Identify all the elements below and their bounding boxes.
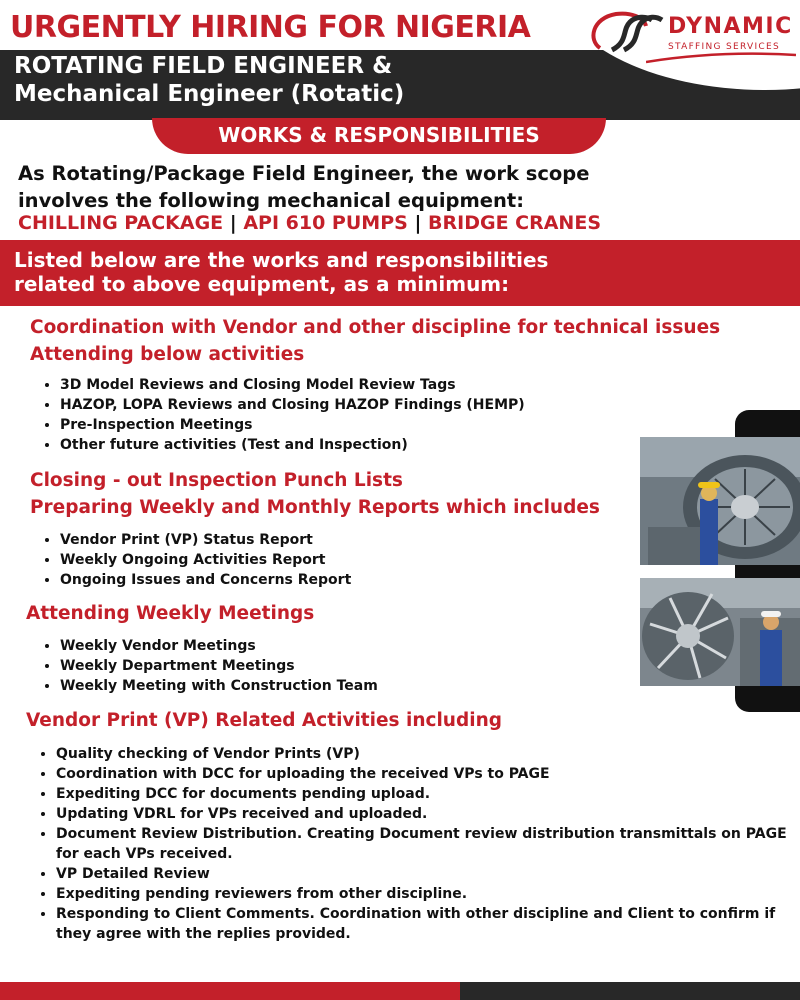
intro-line2: involves the following mechanical equipment: [18,189,525,212]
meetings-list [42,636,378,696]
coordination-heading [30,314,720,368]
footer-band-dark [460,982,800,1000]
coordination-list [42,375,525,455]
equipment-item: API 610 PUMPS [243,212,408,234]
listed-banner-line2: related to above equipment, as a minimum: [14,272,510,296]
section-label-text: WORKS & RESPONSIBILITIES [218,123,540,147]
turbine-engineer-photo [640,437,800,565]
list-item: • Vendor Print (VP) Status Report [60,530,351,550]
hiring-headline: URGENTLY HIRING FOR NIGERIA [10,10,531,45]
list-item: • Expediting pending reviewers from other discipline. [56,884,800,904]
list-item: • Weekly Department Meetings [60,656,378,676]
equipment-list [18,212,601,234]
list-item: • HAZOP, LOPA Reviews and Closing HAZOP Findings (HEMP) [60,395,525,415]
listed-banner-line1: Listed below are the works and responsibilities [14,248,549,272]
list-item: • Quality checking of Vendor Prints (VP) [56,744,800,764]
vendor-print-heading: Vendor Print (VP) Related Activities including [26,710,502,731]
section-label [152,118,606,154]
coordination-heading-line1: Coordination with Vendor and other discipline for technical issues [30,317,721,338]
footer-band-red [0,982,460,1000]
list-item: • Weekly Vendor Meetings [60,636,378,656]
list-item: • Other future activities (Test and Inspection) [60,435,525,455]
list-item: • Ongoing Issues and Concerns Report [60,570,351,590]
logo-swoosh-icon [646,52,796,64]
list-item: • Document Review Distribution. Creating Document review distribution transmittals on PAGE for each VPs received. [56,824,800,864]
equipment-item: CHILLING PACKAGE [18,212,224,234]
closing-heading-line1: Closing - out Inspection Punch Lists [30,470,403,491]
listed-banner [0,240,800,306]
logo-name: DYNAMIC [668,14,793,39]
list-item: • Weekly Meeting with Construction Team [60,676,378,696]
coordination-heading-line2: Attending below activities [30,344,305,365]
equipment-separator: | [229,212,237,234]
job-title-line1: ROTATING FIELD ENGINEER & [14,53,393,79]
logo-mark-icon [586,8,664,54]
list-item: • VP Detailed Review [56,864,800,884]
dynamic-logo [586,8,796,64]
list-item: • Coordination with DCC for uploading the received VPs to PAGE [56,764,800,784]
closing-heading [30,467,600,521]
logo-subtitle: STAFFING SERVICES [668,42,780,52]
meetings-heading: Attending Weekly Meetings [26,603,315,624]
intro-text [18,160,589,214]
job-title-line2: Mechanical Engineer (Rotatic) [14,81,405,107]
vendor-print-list [38,744,800,944]
job-title [14,52,404,108]
equipment-separator: | [414,212,422,234]
list-item: • Weekly Ongoing Activities Report [60,550,351,570]
reports-list [42,530,351,590]
intro-line1: As Rotating/Package Field Engineer, the work scope [18,162,590,185]
compressor-technician-photo [640,578,800,686]
list-item: • Responding to Client Comments. Coordination with other discipline and Client to confirm if they agree with the replies provided. [56,904,800,944]
list-item: • 3D Model Reviews and Closing Model Review Tags [60,375,525,395]
list-item: • Updating VDRL for VPs received and uploaded. [56,804,800,824]
equipment-item: BRIDGE CRANES [428,212,602,234]
list-item: • Expediting DCC for documents pending upload. [56,784,800,804]
closing-heading-line2: Preparing Weekly and Monthly Reports which includes [30,497,600,518]
list-item: • Pre-Inspection Meetings [60,415,525,435]
listed-banner-text [14,248,548,296]
